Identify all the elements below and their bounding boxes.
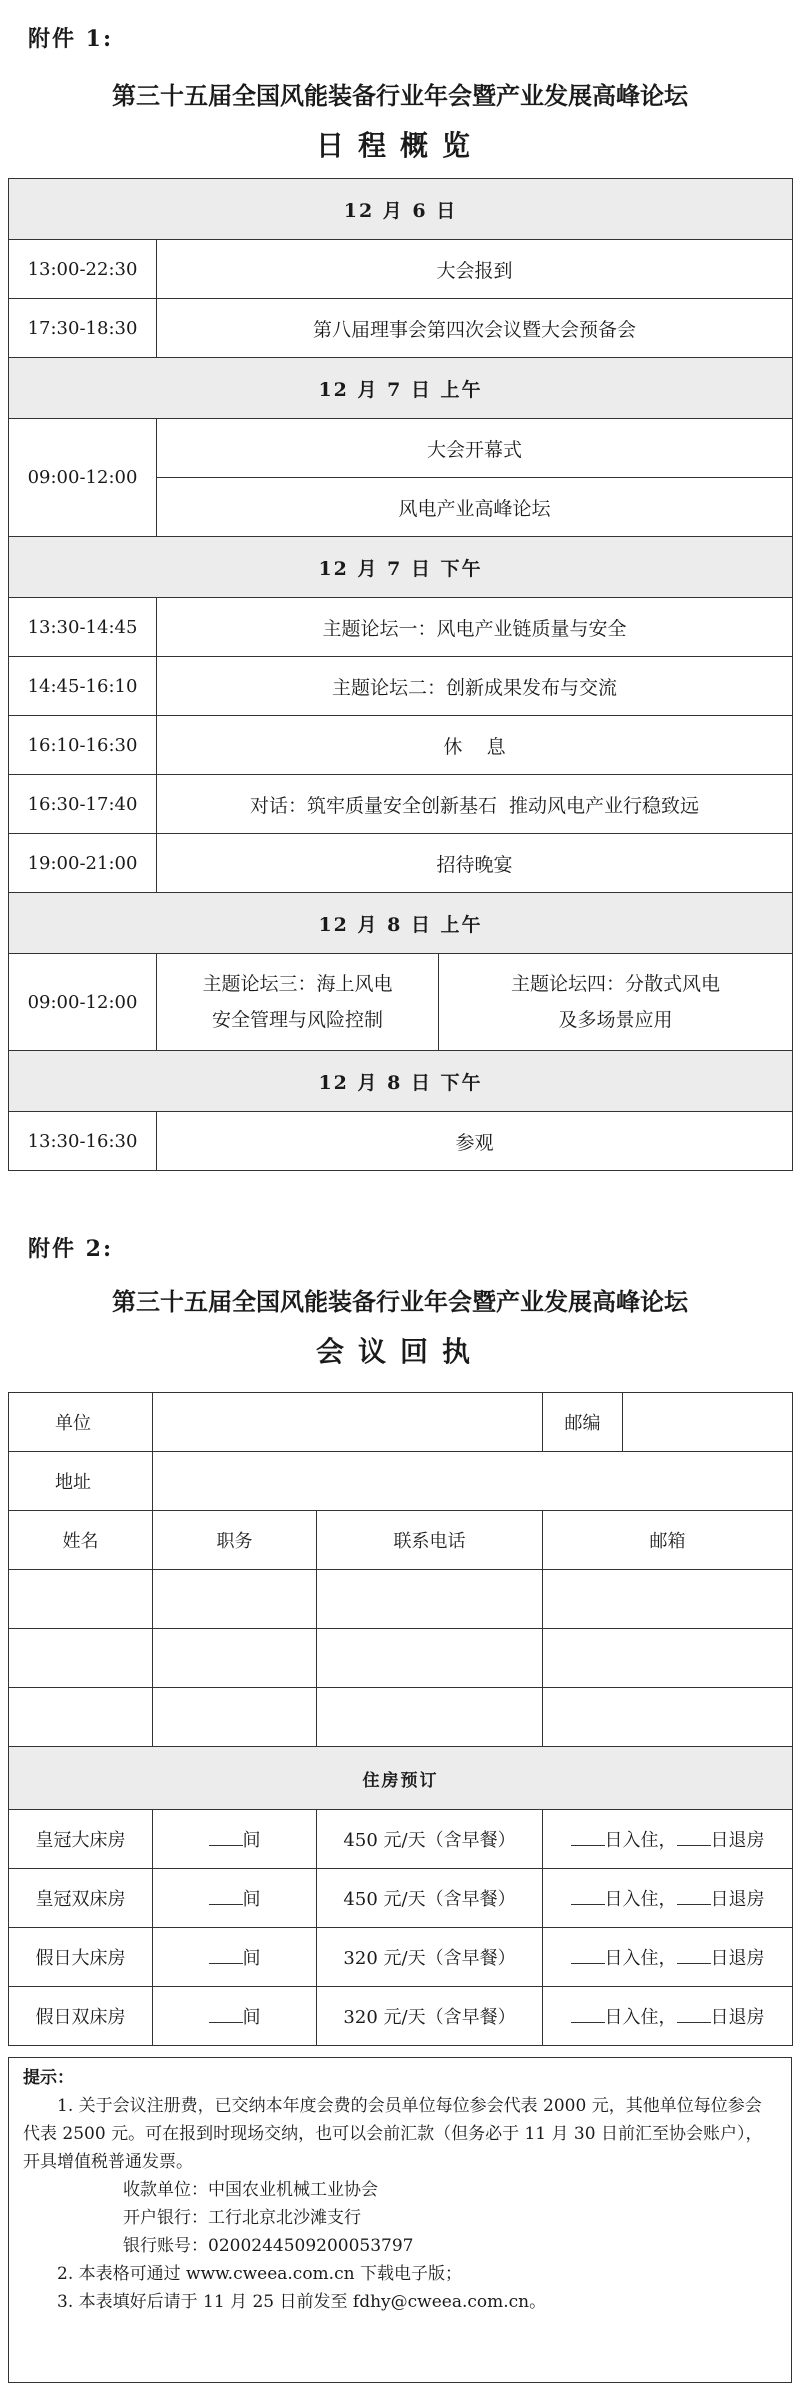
room-type: 皇冠双床房	[9, 1869, 153, 1928]
zip-field[interactable]	[623, 1393, 793, 1452]
qty-blank[interactable]	[209, 1827, 243, 1846]
event-cell: 大会开幕式	[157, 419, 793, 478]
room-dates[interactable]	[543, 1810, 793, 1869]
day-header: 12 月 7 日 上午	[9, 358, 793, 419]
event-cell: 休 息	[157, 716, 793, 775]
room-row	[9, 1987, 793, 2046]
checkout-text: 日退房	[710, 1830, 765, 1851]
position-field[interactable]	[153, 1629, 317, 1688]
email-field[interactable]	[543, 1629, 793, 1688]
qty-suffix: 间	[242, 2007, 261, 2028]
col-name-header: 姓名	[9, 1511, 153, 1570]
address-field[interactable]	[153, 1452, 793, 1511]
event-line: 主题论坛四：分散式风电	[510, 973, 720, 995]
room-price: 320 元/天（含早餐）	[317, 1987, 543, 2046]
room-type: 假日双床房	[9, 1987, 153, 2046]
qty-blank[interactable]	[209, 2004, 243, 2023]
time-cell: 16:10-16:30	[9, 716, 157, 775]
housing-header: 住房预订	[9, 1747, 793, 1810]
event-cell: 第八届理事会第四次会议暨大会预备会	[157, 299, 793, 358]
event-cell	[157, 954, 439, 1051]
time-cell: 16:30-17:40	[9, 775, 157, 834]
time-cell: 13:30-16:30	[9, 1112, 157, 1171]
time-cell: 13:30-14:45	[9, 598, 157, 657]
col-phone-header: 联系电话	[317, 1511, 543, 1570]
time-cell: 09:00-12:00	[9, 954, 157, 1051]
receipt-subtitle: 会议回执	[315, 1335, 484, 1368]
qty-suffix: 间	[242, 1830, 261, 1851]
checkin-blank[interactable]	[571, 1945, 605, 1964]
day-header: 12 月 7 日 下午	[9, 537, 793, 598]
room-qty[interactable]	[153, 1928, 317, 1987]
checkin-text: 日入住，	[604, 1830, 677, 1851]
checkin-blank[interactable]	[571, 2004, 605, 2023]
phone-field[interactable]	[317, 1570, 543, 1629]
room-dates[interactable]	[543, 1987, 793, 2046]
qty-blank[interactable]	[209, 1945, 243, 1964]
room-price: 320 元/天（含早餐）	[317, 1928, 543, 1987]
position-field[interactable]	[153, 1570, 317, 1629]
checkout-blank[interactable]	[677, 2004, 711, 2023]
checkin-text: 日入住，	[604, 1948, 677, 1969]
notes-box	[8, 2057, 792, 2383]
room-row	[9, 1928, 793, 1987]
room-dates[interactable]	[543, 1869, 793, 1928]
event-cell: 风电产业高峰论坛	[157, 478, 793, 537]
attendee-row	[9, 1629, 793, 1688]
schedule-table	[8, 178, 793, 1171]
schedule-doc-title: 第三十五届全国风能装备行业年会暨产业发展高峰论坛	[112, 81, 688, 110]
note-account: 银行账号：0200244509200053797	[123, 2236, 414, 2256]
checkout-blank[interactable]	[677, 1886, 711, 1905]
name-field[interactable]	[9, 1570, 153, 1629]
room-row	[9, 1869, 793, 1928]
note-payee: 收款单位：中国农业机械工业协会	[123, 2180, 378, 2200]
phone-field[interactable]	[317, 1629, 543, 1688]
receipt-doc-title: 第三十五届全国风能装备行业年会暨产业发展高峰论坛	[112, 1287, 688, 1316]
checkin-text: 日入住，	[604, 2007, 677, 2028]
attachment-1-label: 附件 1:	[28, 26, 114, 52]
checkout-blank[interactable]	[677, 1945, 711, 1964]
position-field[interactable]	[153, 1688, 317, 1747]
phone-field[interactable]	[317, 1688, 543, 1747]
unit-field[interactable]	[153, 1393, 543, 1452]
attendee-row	[9, 1688, 793, 1747]
event-cell: 大会报到	[157, 240, 793, 299]
room-dates[interactable]	[543, 1928, 793, 1987]
room-row	[9, 1810, 793, 1869]
attachment-2-label: 附件 2:	[28, 1236, 114, 1262]
checkout-blank[interactable]	[677, 1827, 711, 1846]
event-cell: 主题论坛二：创新成果发布与交流	[157, 657, 793, 716]
checkin-text: 日入住，	[604, 1889, 677, 1910]
event-cell: 对话：筑牢质量安全创新基石 推动风电产业行稳致远	[157, 775, 793, 834]
col-position-header: 职务	[153, 1511, 317, 1570]
note-3: 3. 本表填好后请于 11 月 25 日前发至 fdhy@cweea.com.cn。	[57, 2292, 547, 2312]
receipt-form-table	[8, 1392, 793, 2046]
col-email-header: 邮箱	[543, 1511, 793, 1570]
room-qty[interactable]	[153, 1810, 317, 1869]
email-field[interactable]	[543, 1688, 793, 1747]
room-type: 假日大床房	[9, 1928, 153, 1987]
checkout-text: 日退房	[710, 2007, 765, 2028]
note-bank: 开户银行：工行北京北沙滩支行	[123, 2208, 361, 2228]
time-cell: 13:00-22:30	[9, 240, 157, 299]
name-field[interactable]	[9, 1629, 153, 1688]
event-cell	[439, 954, 793, 1051]
event-cell: 参观	[157, 1112, 793, 1171]
room-price: 450 元/天（含早餐）	[317, 1869, 543, 1928]
event-line: 主题论坛三：海上风电	[202, 973, 393, 995]
time-cell: 09:00-12:00	[9, 419, 157, 537]
room-qty[interactable]	[153, 1869, 317, 1928]
note-2: 2. 本表格可通过 www.cweea.com.cn 下载电子版；	[57, 2264, 462, 2284]
day-header: 12 月 8 日 上午	[9, 893, 793, 954]
notes-title: 提示：	[23, 2068, 74, 2088]
day-header: 12 月 8 日 下午	[9, 1051, 793, 1112]
qty-suffix: 间	[242, 1948, 261, 1969]
note-1: 1. 关于会议注册费，已交纳本年度会费的会员单位每位参会代表 2000 元，其他单位每位参会代表 2500 元。可在报到时现场交纳，也可以会前汇款（但务必于 11 月 30 日前汇至协会账户），开具增值税普通发票。	[23, 2096, 763, 2172]
checkin-blank[interactable]	[571, 1886, 605, 1905]
event-cell: 招待晚宴	[157, 834, 793, 893]
zip-label: 邮编	[543, 1393, 623, 1452]
schedule-subtitle: 日程概览	[315, 129, 484, 162]
event-cell: 主题论坛一：风电产业链质量与安全	[157, 598, 793, 657]
room-qty[interactable]	[153, 1987, 317, 2046]
checkout-text: 日退房	[710, 1889, 765, 1910]
attendee-row	[9, 1570, 793, 1629]
time-cell: 19:00-21:00	[9, 834, 157, 893]
event-line: 及多场景应用	[558, 1009, 673, 1031]
qty-blank[interactable]	[209, 1886, 243, 1905]
time-cell: 14:45-16:10	[9, 657, 157, 716]
time-cell: 17:30-18:30	[9, 299, 157, 358]
qty-suffix: 间	[242, 1889, 261, 1910]
room-type: 皇冠大床房	[9, 1810, 153, 1869]
checkin-blank[interactable]	[571, 1827, 605, 1846]
checkout-text: 日退房	[710, 1948, 765, 1969]
room-price: 450 元/天（含早餐）	[317, 1810, 543, 1869]
name-field[interactable]	[9, 1688, 153, 1747]
event-line: 安全管理与风险控制	[211, 1009, 383, 1031]
unit-label: 单位	[9, 1393, 153, 1452]
email-field[interactable]	[543, 1570, 793, 1629]
address-label: 地址	[9, 1452, 153, 1511]
day-header: 12 月 6 日	[9, 179, 793, 240]
